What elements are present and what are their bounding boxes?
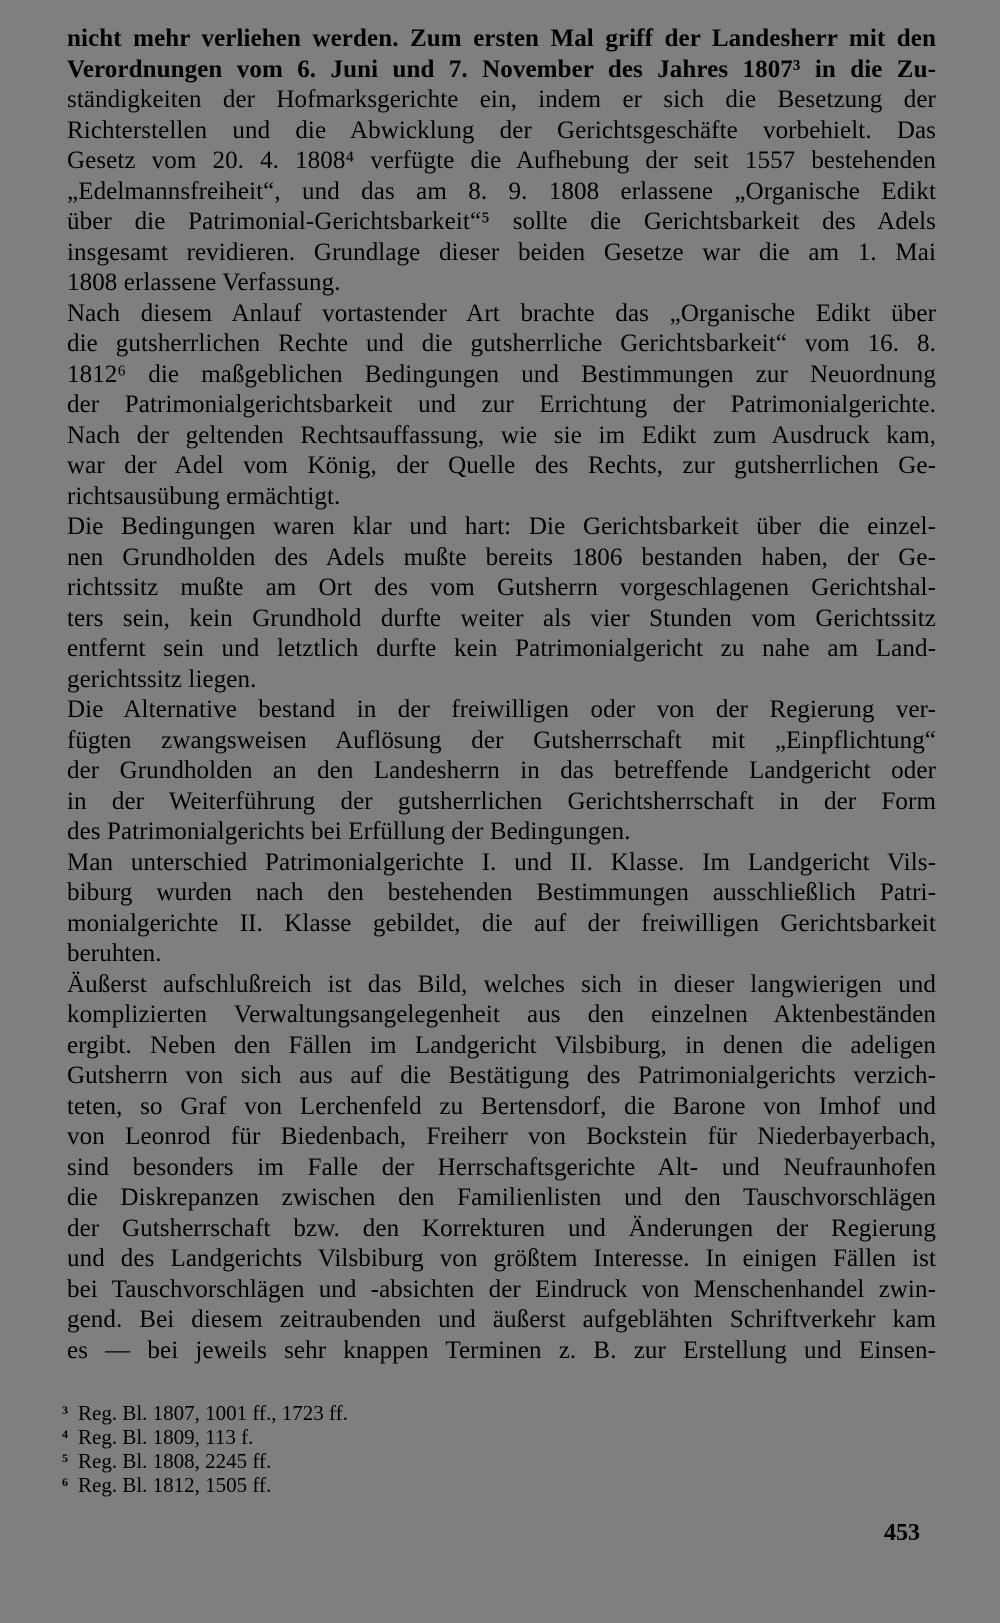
text-line: der Grundholden an den Landesherrn in das betreffende Landgericht oder — [67, 757, 936, 784]
text-line: die gutsherrlichen Rechte und die gutsherrliche Gerichtsbarkeit“ vom 16. 8. — [67, 330, 936, 357]
text-line: ergibt. Neben den Fällen im Landgericht Vilsbiburg, in denen die adeligen — [67, 1031, 936, 1059]
text-line: von Leonrod für Biedenbach, Freiherr von Bockstein für Niederbayerbach, — [67, 1123, 936, 1150]
text-line: nicht mehr verliehen werden. Zum ersten Mal griff der Landesherr mit den — [67, 25, 936, 52]
footnote-text: Reg. Bl. 1808, 2245 ff. — [78, 1449, 272, 1473]
text-line: Äußerst aufschlußreich ist das Bild, welches sich in dieser langwierigen und — [67, 970, 936, 998]
text-line: Man unterschied Patrimonialgerichte I. und II. Klasse. Im Landgericht Vils- — [67, 848, 936, 876]
text-line: biburg wurden nach den bestehenden Bestimmungen ausschließlich Patri- — [67, 879, 936, 906]
text-line: insgesamt revidieren. Grundlage dieser beiden Gesetze war die am 1. Mai — [67, 238, 936, 266]
text-line: des Patrimonialgerichts bei Erfüllung der Bedingungen. — [67, 818, 631, 845]
footnote-text: Reg. Bl. 1809, 113 f. — [78, 1425, 254, 1449]
text-line: und des Landgerichts Vilsbiburg von größtem Interesse. In einigen Fällen ist — [67, 1245, 936, 1272]
text-line: „Edelmannsfreiheit“, und das am 8. 9. 1808 erlassene „Organische Edikt — [67, 177, 936, 205]
text-line: Nach der geltenden Rechtsauffassung, wie sie im Edikt zum Ausdruck kam, — [67, 421, 936, 449]
footnotes — [62, 1398, 462, 1497]
text-line: Nach diesem Anlauf vortastender Art brachte das „Organische Edikt über — [67, 299, 936, 327]
text-line: richtssitz mußte am Ort des vom Gutsherrn vorgeschlagenen Gerichtshal- — [67, 574, 936, 601]
page-number: 453 — [884, 1520, 920, 1546]
text-line: ters sein, kein Grundhold durfte weiter als vier Stunden vom Gerichtssitz — [67, 604, 936, 632]
text-line: gend. Bei diesem zeitraubenden und äußerst aufgeblähten Schriftverkehr kam — [67, 1306, 936, 1333]
text-line: ständigkeiten der Hofmarksgerichte ein, indem er sich die Besetzung der — [67, 86, 936, 113]
text-line: der Gutsherrschaft bzw. den Korrekturen und Änderungen der Regierung — [67, 1214, 936, 1242]
text-line: Die Bedingungen waren klar und hart: Die Gerichtsbarkeit über die einzel- — [67, 513, 936, 540]
text-line: 1808 erlassene Verfassung. — [67, 269, 341, 296]
text-line: gerichtssitz liegen. — [67, 665, 257, 693]
footnote-mark: 3 — [62, 1403, 68, 1417]
footnote-mark: 5 — [62, 1451, 68, 1465]
text-line: teten, so Graf von Lerchenfeld zu Bertensdorf, die Barone von Imhof und — [67, 1092, 936, 1120]
text-line: die Diskrepanzen zwischen den Familienlisten und den Tauschvorschlägen — [67, 1184, 936, 1211]
text-line: bei Tauschvorschlägen und -absichten der Eindruck von Menschenhandel zwin- — [67, 1275, 936, 1303]
text-line: Richterstellen und die Abwicklung der Gerichtsgeschäfte vorbehielt. Das — [67, 116, 936, 144]
footnote-mark: 6 — [62, 1475, 68, 1489]
footnote-text: Reg. Bl. 1812, 1505 ff. — [78, 1473, 272, 1497]
text-line: sind besonders im Falle der Herrschaftsgerichte Alt- und Neufraunhofen — [67, 1153, 936, 1181]
text-line: richtsausübung ermächtigt. — [67, 482, 341, 510]
footnote — [62, 1398, 462, 1425]
footnote — [62, 1422, 462, 1449]
footnote — [62, 1470, 462, 1497]
text-line: Gutsherrn von sich aus auf die Bestätigung des Patrimonialgerichts verzich- — [67, 1062, 936, 1089]
text-line: nen Grundholden des Adels mußte bereits 1806 bestanden haben, der Ge- — [67, 543, 936, 571]
text-line: war der Adel vom König, der Quelle des Rechts, zur gutsherrlichen Ge- — [67, 452, 936, 479]
text-line: fügten zwangsweisen Auflösung der Gutsherrschaft mit „Einpflichtung“ — [67, 726, 936, 754]
text-line: komplizierten Verwaltungsangelegenheit aus den einzelnen Aktenbeständen — [67, 1001, 936, 1028]
text-line: Verordnungen vom 6. Juni und 7. November des Jahres 1807³ in die Zu- — [67, 55, 936, 83]
footnote-text: Reg. Bl. 1807, 1001 ff., 1723 ff. — [78, 1401, 348, 1425]
body-text — [67, 24, 936, 1366]
footnote — [62, 1446, 462, 1473]
text-line: Gesetz vom 20. 4. 1808⁴ verfügte die Aufhebung der seit 1557 bestehenden — [67, 147, 936, 174]
footnote-mark: 4 — [62, 1427, 68, 1441]
text-line: entfernt sein und letztlich durfte kein Patrimonialgericht zu nahe am Land- — [67, 635, 936, 662]
text-line: über die Patrimonial-Gerichtsbarkeit“⁵ sollte die Gerichtsbarkeit des Adels — [67, 208, 936, 235]
text-line: beruhten. — [67, 940, 162, 967]
text-line: Die Alternative bestand in der freiwilligen oder von der Regierung ver- — [67, 696, 936, 723]
text-line: in der Weiterführung der gutsherrlichen Gerichtsherrschaft in der Form — [67, 787, 936, 815]
text-line: der Patrimonialgerichtsbarkeit und zur Errichtung der Patrimonialgerichte. — [67, 391, 936, 418]
text-line: es — bei jeweils sehr knappen Terminen z. B. zur Erstellung und Einsen- — [67, 1336, 936, 1364]
text-line: monialgerichte II. Klasse gebildet, die auf der freiwilligen Gerichtsbarkeit — [67, 909, 936, 937]
text-line: 1812⁶ die maßgeblichen Bedingungen und Bestimmungen zur Neuordnung — [67, 360, 936, 388]
